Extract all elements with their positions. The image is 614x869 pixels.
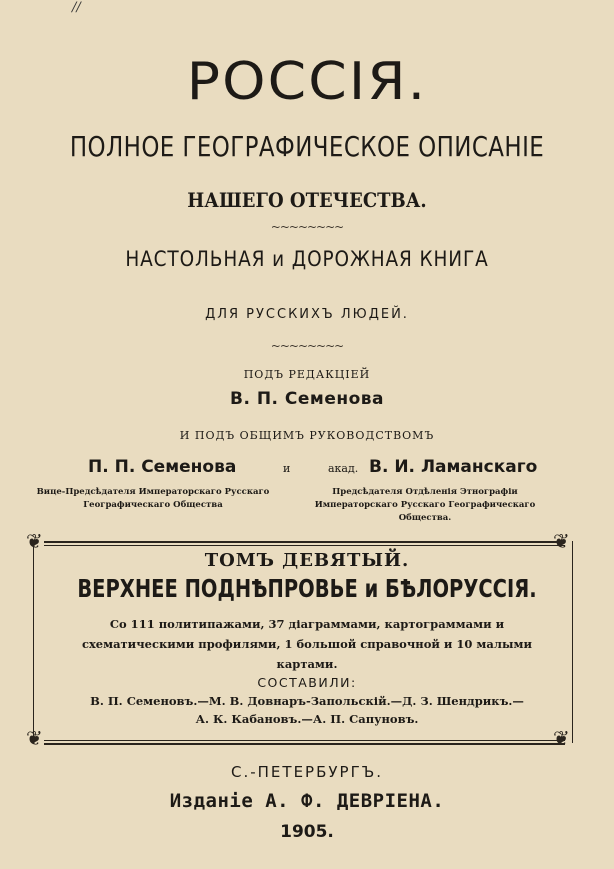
editor-label: ПОДЪ РЕДАКЦІЕЙ xyxy=(243,368,371,381)
guidance-label: И ПОДЪ ОБЩИМЪ РУКОВОДСТВОМЪ xyxy=(179,429,435,442)
compilers-line: А. К. Кабановъ.—А. П. Сапуновъ. xyxy=(195,712,419,726)
guide1-name: П. П. Семенова xyxy=(88,457,237,477)
subtitle-handbook: НАСТОЛЬНАЯ и ДОРОЖНАЯ КНИГА xyxy=(125,247,489,271)
imprint-year: 1905. xyxy=(280,822,334,842)
compilers-line: В. П. Семеновъ.—М. В. Довнаръ-Запольскій.—Д. З. Шендрикъ.— xyxy=(90,694,524,708)
subtitle-audience: ДЛЯ РУССКИХЪ ЛЮДЕЙ. xyxy=(205,307,409,322)
ornament-rule: ~~~~~~~~ xyxy=(270,339,344,353)
corner-pencil-mark: // xyxy=(72,0,81,15)
guide2-name: В. И. Ламанскаго xyxy=(369,457,538,477)
subtitle-fatherland: НАШЕГО ОТЕЧЕСТВА. xyxy=(187,188,427,212)
volume-description: Со 111 политипажами, 37 діаграммами, картограммами и схематическими профилями, 1 большой справочной и 10 малыми картами. xyxy=(81,617,533,671)
imprint-publisher: Изданіе А. Ф. ДЕВРІЕНА. xyxy=(169,790,445,812)
conjunction: и xyxy=(283,462,291,475)
corner-ornament-icon: ❦ xyxy=(26,529,43,553)
book-title: РОССІЯ. xyxy=(186,52,428,112)
guide2-prefix: акад. xyxy=(328,462,359,475)
volume-number: ТОМЪ ДЕВЯТЫЙ. xyxy=(204,550,410,571)
ornament-rule: ~~~~~~~~ xyxy=(270,220,344,234)
corner-ornament-icon: ❦ xyxy=(26,726,43,750)
volume-title: ВЕРХНЕЕ ПОДНѢПРОВЬЕ и БѢЛОРУССІЯ. xyxy=(77,574,537,603)
imprint-city: С.-ПЕТЕРБУРГЪ. xyxy=(231,763,383,781)
compilers-label: СОСТАВИЛИ: xyxy=(257,675,357,690)
frame-bottom-rule xyxy=(44,740,565,741)
guide1-caption: Вице-Предсѣдателя Императорскаго Русскаго Географическаго Общества xyxy=(36,487,270,510)
editor-name: В. П. Семенова xyxy=(229,389,385,409)
frame-top-rule xyxy=(44,541,565,543)
corner-ornament-icon: ❦ xyxy=(553,529,570,553)
corner-ornament-icon: ❦ xyxy=(553,726,570,750)
guide2-caption: Предсѣдателя Отдѣленія Этнографіи Императорскаго Русскаго Географическаго Общества. xyxy=(314,487,536,523)
subtitle-description: ПОЛНОЕ ГЕОГРАФИЧЕСКОЕ ОПИСАНІЕ xyxy=(69,130,545,163)
